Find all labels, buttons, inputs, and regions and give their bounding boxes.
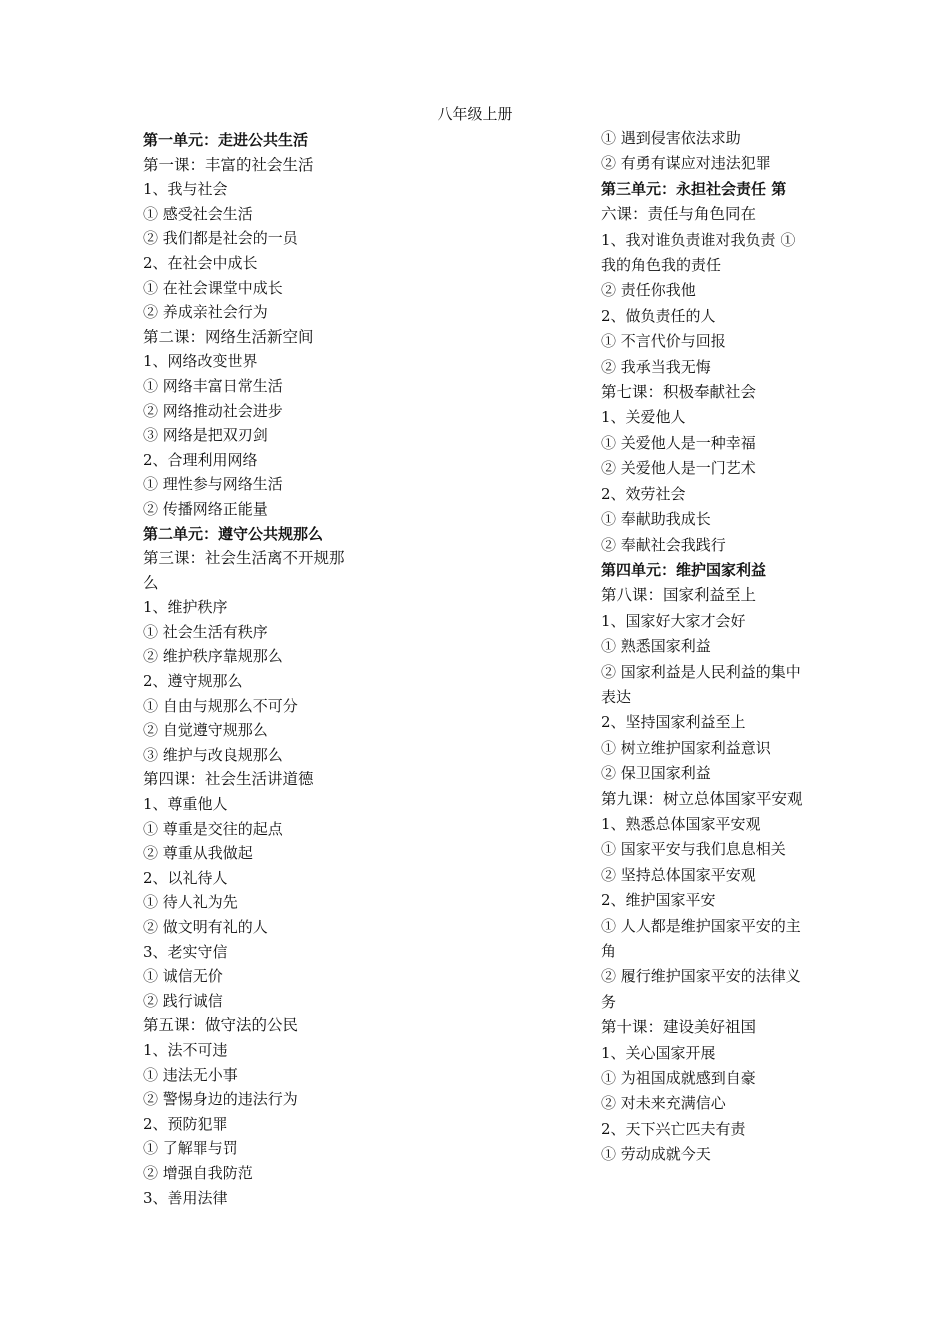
list-item: ② 网络推动社会进步 [143, 401, 283, 420]
section-heading: 2、遵守规那么 [143, 672, 243, 691]
section-heading: 3、老实守信 [143, 942, 228, 961]
list-item: ① 熟悉国家利益 [601, 637, 711, 656]
list-item: ② 养成亲社会行为 [143, 303, 268, 322]
section-heading: 2、预防犯罪 [143, 1114, 228, 1133]
list-item: ② 增强自我防范 [143, 1163, 253, 1182]
list-item: ② 对未来充满信心 [601, 1094, 726, 1113]
lesson-heading: 第八课：国家利益至上 [601, 586, 757, 605]
list-item: ② 国家利益是人民利益的集中 [601, 662, 801, 681]
list-item: 我的角色我的责任 [601, 256, 722, 275]
list-item: ② 奉献社会我践行 [601, 535, 726, 554]
lesson-heading: 第四课：社会生活讲道德 [143, 770, 314, 789]
section-heading: 1、我对谁负责谁对我负责 ① [601, 230, 796, 249]
list-item: ② 保卫国家利益 [601, 764, 711, 783]
list-item: ① 树立维护国家利益意识 [601, 738, 771, 757]
section-heading: 1、熟悉总体国家平安观 [601, 814, 761, 833]
list-item: ② 践行诚信 [143, 991, 223, 1010]
list-item: ① 人人都是维护国家平安的主 [601, 916, 801, 935]
section-heading: 1、国家好大家才会好 [601, 611, 746, 630]
list-item: 表达 [601, 687, 632, 706]
list-item: ① 理性参与网络生活 [143, 475, 283, 494]
section-heading: 1、尊重他人 [143, 795, 228, 814]
list-item: ② 有勇有谋应对违法犯罪 [601, 154, 771, 173]
unit-heading: 第一单元：走进公共生活 [143, 131, 309, 149]
list-item: ② 自觉遵守规那么 [143, 721, 268, 740]
list-item: ① 待人礼为先 [143, 893, 238, 912]
lesson-heading: 第二课：网络生活新空间 [143, 327, 314, 346]
unit-heading: 第三单元：永担社会责任 第 [601, 179, 787, 198]
list-item: ① 关爱他人是一种幸福 [601, 433, 756, 452]
list-item: ① 遇到侵害依法求助 [601, 129, 741, 147]
list-item: 角 [601, 942, 617, 960]
section-heading: 1、维护秩序 [143, 598, 228, 617]
section-heading: 2、以礼待人 [143, 868, 228, 887]
unit-heading: 第二单元：遵守公共规那么 [143, 524, 324, 543]
list-item: ① 在社会课堂中成长 [143, 278, 283, 297]
list-item: ① 诚信无价 [143, 967, 223, 986]
section-heading: 2、在社会中成长 [143, 253, 258, 272]
lesson-heading: 第七课：积极奉献社会 [601, 383, 757, 402]
unit-heading: 第四单元：维护国家利益 [601, 560, 767, 579]
list-item: ① 国家平安与我们息息相关 [601, 840, 786, 859]
list-item: ② 做文明有礼的人 [143, 918, 268, 936]
list-item: ② 传播网络正能量 [143, 499, 268, 518]
list-item: ② 关爱他人是一门艺术 [601, 459, 756, 478]
list-item: ② 我承当我无悔 [601, 357, 711, 376]
list-item: ② 责任你我他 [601, 281, 696, 300]
lesson-heading: 第三课：社会生活离不开规那 [143, 549, 345, 568]
section-heading: 1、关爱他人 [601, 408, 686, 427]
section-heading: 2、合理利用网络 [143, 450, 258, 469]
list-item: ③ 维护与改良规那么 [143, 745, 283, 764]
list-item: ② 警惕身边的违法行为 [143, 1090, 298, 1109]
lesson-heading: 么 [143, 573, 159, 592]
section-heading: 2、天下兴亡匹夫有责 [601, 1119, 746, 1138]
section-heading: 1、关心国家开展 [601, 1043, 716, 1062]
section-heading: 1、网络改变世界 [143, 352, 258, 371]
list-item: ② 尊重从我做起 [143, 844, 253, 863]
list-item: ① 网络丰富日常生活 [143, 376, 283, 395]
left-column [143, 128, 373, 1210]
list-item: ② 维护秩序靠规那么 [143, 647, 283, 666]
lesson-heading: 六课：责任与角色同在 [601, 205, 757, 224]
lesson-heading: 第九课：树立总体国家平安观 [601, 789, 803, 808]
list-item: ① 奉献助我成长 [601, 510, 711, 529]
list-item: ① 劳动成就今天 [601, 1145, 711, 1164]
list-item: ① 违法无小事 [143, 1065, 238, 1084]
list-item: ① 尊重是交往的起点 [143, 819, 283, 838]
list-item: ① 不言代价与回报 [601, 332, 726, 351]
section-heading: 1、法不可违 [143, 1040, 228, 1059]
list-item: ① 自由与规那么不可分 [143, 696, 298, 715]
list-item: ① 社会生活有秩序 [143, 622, 268, 641]
lesson-heading: 第十课：建设美好祖国 [601, 1018, 757, 1037]
list-item: ③ 网络是把双刃剑 [143, 426, 268, 445]
list-item: ① 感受社会生活 [143, 204, 253, 223]
list-item: ② 我们都是社会的一员 [143, 229, 298, 248]
page-title: 八年级上册 [437, 105, 513, 123]
section-heading: 2、维护国家平安 [601, 891, 716, 910]
lesson-heading: 第五课：做守法的公民 [143, 1016, 299, 1035]
list-item: ① 了解罪与罚 [143, 1139, 238, 1158]
list-item: ① 为祖国成就感到自豪 [601, 1069, 756, 1088]
list-item: ② 履行维护国家平安的法律义 [601, 967, 801, 986]
section-heading: 1、我与社会 [143, 180, 228, 199]
section-heading: 3、善用法律 [143, 1188, 228, 1207]
right-column [601, 126, 816, 1172]
list-item: ② 坚持总体国家平安观 [601, 865, 756, 884]
lesson-heading: 第一课：丰富的社会生活 [143, 155, 314, 174]
section-heading: 2、坚持国家利益至上 [601, 713, 746, 732]
list-item: 务 [601, 992, 617, 1011]
section-heading: 2、效劳社会 [601, 484, 686, 503]
section-heading: 2、做负责任的人 [601, 306, 716, 325]
